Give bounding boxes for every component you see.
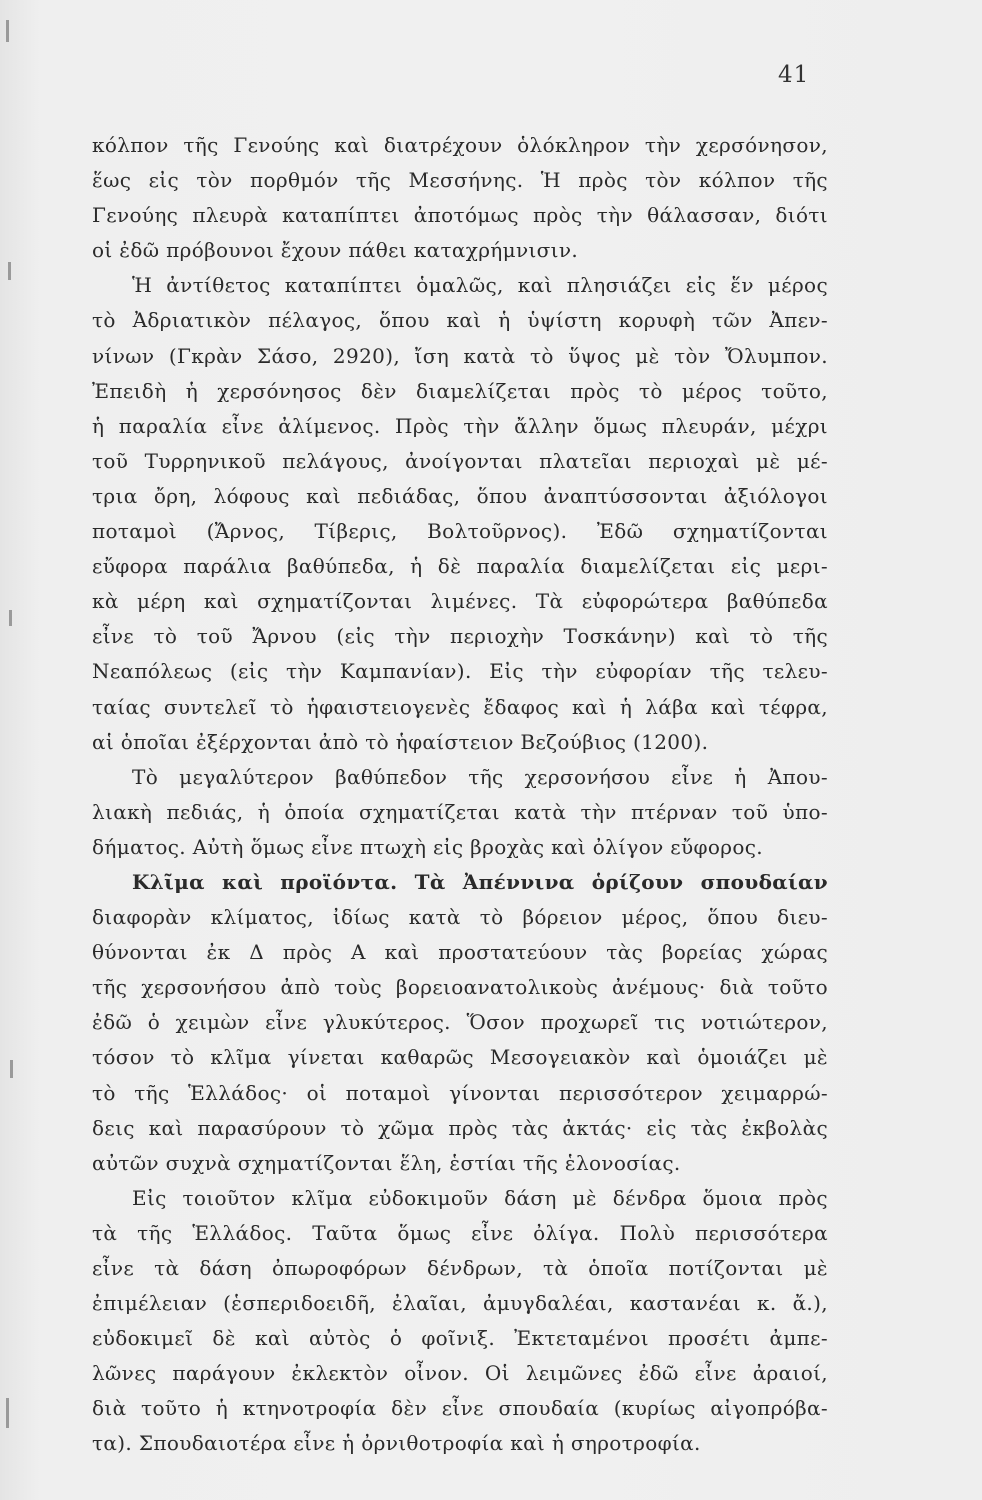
binding-shadow-mark [6,20,9,42]
text-line: Γενούης πλευρὰ καταπίπτει ἀποτόμως πρὸς τὴν θάλασσαν, διότι [92,203,828,228]
text-line: τὰ τῆς Ἑλλάδος. Ταῦτα ὅμως εἶνε ὀλίγα. Πολὺ περισσότερα [92,1220,828,1245]
text-line: εὐδοκιμεῖ δὲ καὶ αὐτὸς ὁ φοῖνιξ. Ἐκτεταμένοι προσέτι ἀμπε- [92,1326,828,1351]
text-line: τα). Σπουδαιοτέρα εἶνε ἡ ὀρνιθοτροφία καὶ ἡ σηροτροφία. [92,1431,701,1456]
text-line: διαφορὰν κλίματος, ἰδίως κατὰ τὸ βόρειον μέρος, ὅπου διευ- [92,905,828,930]
binding-shadow-mark [8,262,11,280]
paragraph-start-line: Ἡ ἀντίθετος καταπίπτει ὁμαλῶς, καὶ πλησιάζει εἰς ἕν μέρος [132,273,828,298]
text-line: λιακὴ πεδιάς, ἡ ὁποία σχηματίζεται κατὰ τὴν πτέρναν τοῦ ὑπο- [92,799,828,824]
text-line: αἱ ὁποῖαι ἐξέρχονται ἀπὸ τὸ ἡφαίστειον Βεζούβιος (1200). [92,729,709,754]
binding-shadow-mark [10,1060,13,1078]
text-line: Νεαπόλεως (εἰς τὴν Καμπανίαν). Εἰς τὴν εὐφορίαν τῆς τελευ- [92,659,828,684]
text-line: ἡ παραλία εἶνε ἀλίμενος. Πρὸς τὴν ἄλλην ὅμως πλευράν, μέχρι [92,413,828,438]
text-line: ταίας συντελεῖ τὸ ἡφαιστειογενὲς ἔδαφος καὶ ἡ λάβα καὶ τέφρα, [92,694,828,719]
binding-shadow-mark [9,610,12,626]
text-line: διὰ τοῦτο ἡ κτηνοτροφία δὲν εἶνε σπουδαία (κυρίως αἰγοπρόβα- [92,1396,828,1421]
text-line: ἐπιμέλειαν (ἑσπεριδοειδῆ, ἐλαῖαι, ἀμυγδαλέαι, καστανέαι κ. ἄ.), [92,1291,828,1316]
text-line: τοῦ Τυρρηνικοῦ πελάγους, ἀνοίγονται πλατεῖαι περιοχαὶ μὲ μέ- [92,448,828,473]
text-line: ἕως εἰς τὸν πορθμόν τῆς Μεσσήνης. Ἡ πρὸς τὸν κόλπον τῆς [92,168,828,193]
text-line: εἶνε τὰ δάση ὀπωροφόρων δένδρων, τὰ ὁποῖα ποτίζονται μὲ [92,1256,828,1280]
text-line: νίνων (Γκρὰν Σάσο, 2920), ἴση κατὰ τὸ ὕψος μὲ τὸν Ὄλυμπον. [92,343,828,368]
binding-shadow-mark [6,1398,9,1428]
text-line: οἱ ἐδῶ πρόβουνοι ἔχουν πάθει καταχρήμνισιν. [92,238,579,263]
text-line: δήματος. Αὐτὴ ὅμως εἶνε πτωχὴ εἰς βροχὰς καὶ ὀλίγον εὔφορος. [92,834,764,859]
text-line: ἐδῶ ὁ χειμὼν εἶνε γλυκύτερος. Ὅσον προχωρεῖ τις νοτιώτερον, [92,1010,828,1035]
text-line: εὔφορα παράλια βαθύπεδα, ἡ δὲ παραλία διαμελίζεται εἰς μερι- [92,554,828,579]
text-line: τῆς χερσονήσου ἀπὸ τοὺς βορειοανατολικοὺς ἀνέμους· διὰ τοῦτο [92,975,828,1000]
text-line: δεις καὶ παρασύρουν τὸ χῶμα πρὸς τὰς ἀκτάς· εἰς τὰς ἐκβολὰς [92,1115,828,1140]
text-line: κὰ μέρη καὶ σχηματίζονται λιμένες. Τὰ εὐφορώτερα βαθύπεδα [92,589,828,614]
body-text [92,128,828,1462]
paragraph-start-line: Εἰς τοιοῦτον κλῖμα εὐδοκιμοῦν δάση μὲ δένδρα ὅμοια πρὸς [132,1185,828,1210]
text-line: θύνονται ἐκ Δ πρὸς Α καὶ προστατεύουν τὰς βορείας χώρας [92,940,828,965]
text-line: αὐτῶν συχνὰ σχηματίζονται ἕλη, ἑστίαι τῆς ἑλονοσίας. [92,1150,681,1175]
page-number: 41 [778,62,810,88]
text-line: τὸ Ἀδριατικὸν πέλαγος, ὅπου καὶ ἡ ὑψίστη κορυφὴ τῶν Ἀπεν- [92,308,828,333]
text-line: κόλπον τῆς Γενούης καὶ διατρέχουν ὁλόκληρον τὴν χερσόνησον, [92,133,828,157]
text-line: εἶνε τὸ τοῦ Ἄρνου (εἰς τὴν περιοχὴν Τοσκάνην) καὶ τὸ τῆς [92,624,828,649]
text-line: λῶνες παράγουν ἐκλεκτὸν οἶνον. Οἱ λειμῶνες ἐδῶ εἶνε ἀραιοί, [92,1361,828,1386]
text-line: τόσον τὸ κλῖμα γίνεται καθαρῶς Μεσογειακὸν καὶ ὁμοιάζει μὲ [92,1045,828,1070]
text-line: τὸ τῆς Ἑλλάδος· οἱ ποταμοὶ γίνονται περισσότερον χειμαρρώ- [92,1080,828,1105]
section-heading-line: Κλῖμα καὶ προϊόντα. Τὰ Ἀπέννινα ὁρίζουν σπουδαίαν [132,869,828,894]
paragraph-start-line: Τὸ μεγαλύτερον βαθύπεδον τῆς χερσονήσου εἶνε ἡ Ἀπου- [132,764,828,789]
text-line: ποταμοὶ (Ἄρνος, Τίβερις, Βολτοῦρνος). Ἐδῶ σχηματίζονται [92,519,828,544]
text-line: Ἐπειδὴ ἡ χερσόνησος δὲν διαμελίζεται πρὸς τὸ μέρος τοῦτο, [92,378,828,403]
text-line: τρια ὄρη, λόφους καὶ πεδιάδας, ὅπου ἀναπτύσσονται ἀξιόλογοι [92,483,828,508]
